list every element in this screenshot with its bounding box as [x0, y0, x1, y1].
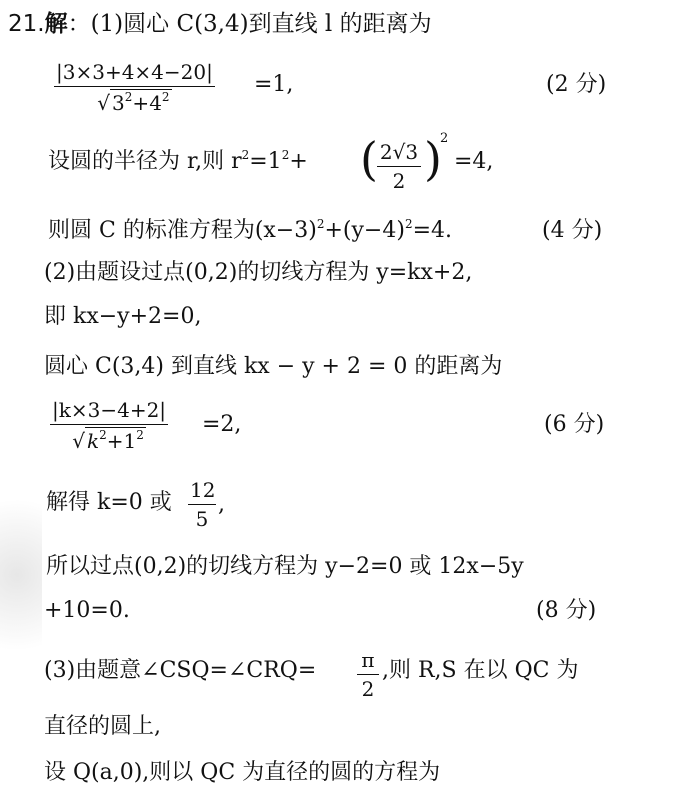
distance-numerator-1: |3×3+4×4−20|: [56, 60, 213, 84]
k-frac-den: 5: [195, 507, 209, 531]
score-6: (6 分): [544, 412, 605, 437]
radius-fraction: [377, 140, 421, 193]
radius-result: =4,: [454, 149, 494, 174]
close-paren: ): [424, 132, 442, 186]
radius-frac-num: 2√3: [379, 140, 419, 164]
problem-header: [8, 12, 432, 36]
problem-number: 21.: [8, 11, 45, 37]
part2-line2: 即 kx−y+2=0,: [44, 304, 202, 329]
eq4-result: =2,: [202, 412, 242, 437]
score-2: (2 分): [546, 72, 607, 97]
pi-frac-num: π: [361, 648, 375, 672]
pi-fraction: [357, 648, 379, 701]
k-fraction: [188, 478, 216, 531]
fraction-bar: [54, 86, 215, 87]
circle-standard-equation: 则圆 C 的标准方程为$(x-3)^2+(y-4)^2=4$.: [48, 217, 453, 243]
pi-frac-den: 2: [361, 677, 375, 701]
part2-line1: (2)由题设过点(0,2)的切线方程为 y=kx+2,: [44, 260, 473, 285]
paren-superscript: 2: [440, 131, 449, 146]
part3-line3: 设 Q(a,0),则以 QC 为直径的圆的方程为: [44, 760, 441, 785]
part1-intro: ：(1)圆心 C(3,4)到直线 l 的距离为: [67, 11, 432, 37]
open-paren: (: [360, 132, 378, 186]
k-frac-num: 12: [190, 478, 216, 502]
distance-numerator-2: |k×3−4+2|: [52, 398, 167, 422]
part2-line3: 圆心 C(3,4) 到直线 kx − y + 2 = 0 的距离为: [44, 354, 503, 379]
radius-equation: 设圆的半径为 r,则 $r^2=1^2+$: [48, 148, 308, 174]
solve-k-tail: ,: [218, 492, 225, 517]
part3-line2: 直径的圆上,: [44, 714, 161, 739]
tangent-lines-line1: 所以过点(0,2)的切线方程为 y−2=0 或 12x−5y: [46, 554, 524, 579]
distance-fraction-1: [54, 60, 215, 115]
scan-speckle: [0, 470, 42, 680]
distance-fraction-2: [50, 398, 168, 453]
distance-denominator-2: √ $k^2+1^2$: [72, 428, 144, 453]
answer-label: 解: [44, 10, 68, 37]
radius-mid: =1: [249, 149, 282, 174]
solve-k-lead: 解得 k=0 或: [46, 490, 172, 515]
score-8: (8 分): [536, 598, 597, 623]
part3-tail: ,则 R,S 在以 QC 为: [382, 658, 579, 683]
radius-lead: 设圆的半径为 r,则 r: [48, 149, 242, 174]
score-4: (4 分): [542, 218, 603, 243]
tangent-lines-line2: +10=0.: [44, 598, 130, 623]
radius-frac-den: 2: [392, 169, 406, 193]
part3-lead: (3)由题意∠CSQ=∠CRQ=: [44, 658, 317, 683]
eq1-result: =1,: [254, 72, 294, 97]
distance-denominator-1: √ $3^2+4^2$: [97, 90, 170, 115]
